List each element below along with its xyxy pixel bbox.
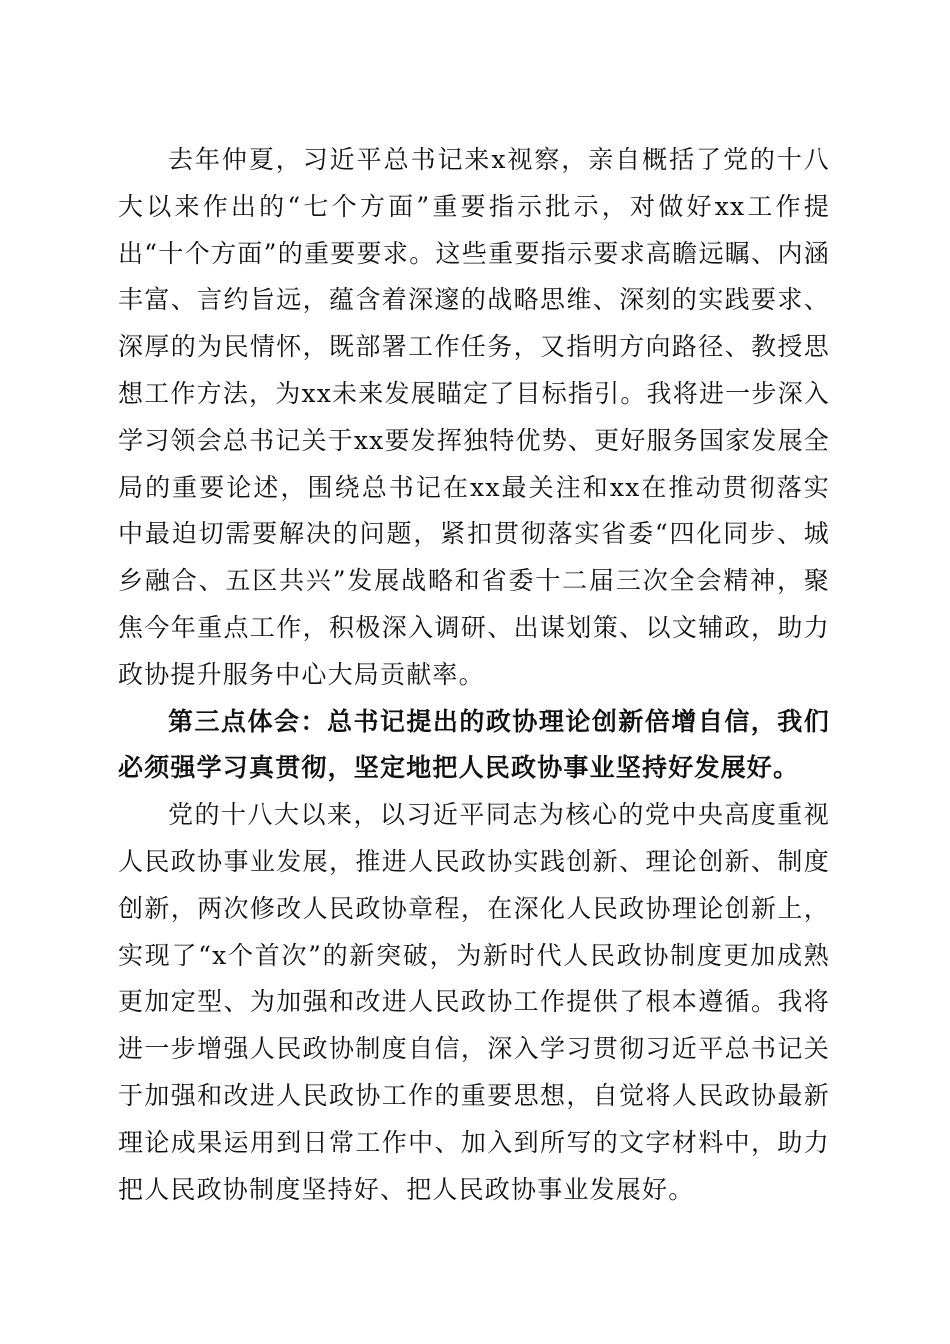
section-heading-paragraph: 第三点体会：总书记提出的政协理论创新倍增自信，我们必须强学习真贯彻，坚定地把人民政协事业坚持好发展好。 (118, 706, 830, 783)
body-paragraph-1: 去年仲夏，习近平总书记来x视察，亲自概括了党的十八大以来作出的“七个方面”重要指示批示，对做好xx工作提出“十个方面”的重要要求。这些重要指示要求高瞻远瞩、内涵丰富、言约旨远，蕴含着深邃的战略思维、深刻的实践要求、深厚的为民情怀，既部署工作任务，又指明方向路径、教授思想工作方法，为xx未来发展瞄定了目标指引。我将进一步深入学习领会总书记关于xx要发挥独特优势、更好服务国家发展全局的重要论述，围绕总书记在xx最关注和xx在推动贯彻落实中最迫切需要解决的问题，紧扣贯彻落实省委“四化同步、城乡融合、五区共兴”发展战略和省委十二届三次全会精神，聚焦今年重点工作，积极深入调研、出谋划策、以文辅政，助力政协提升服务中心大局贡献率。 (118, 145, 830, 689)
document-page (118, 137, 830, 1213)
body-paragraph-2: 党的十八大以来，以习近平同志为核心的党中央高度重视人民政协事业发展，推进人民政协实践创新、理论创新、制度创新，两次修改人民政协章程，在深化人民政协理论创新上，实现了“x个首次”的新突破，为新时代人民政协制度更加成熟更加定型、为加强和改进人民政协工作提供了根本遵循。我将进一步增强人民政协制度自信，深入学习贯彻习近平总书记关于加强和改进人民政协工作的重要思想，自觉将人民政协最新理论成果运用到日常工作中、加入到所写的文字材料中，助力把人民政协制度坚持好、把人民政协事业发展好。 (118, 800, 830, 1204)
